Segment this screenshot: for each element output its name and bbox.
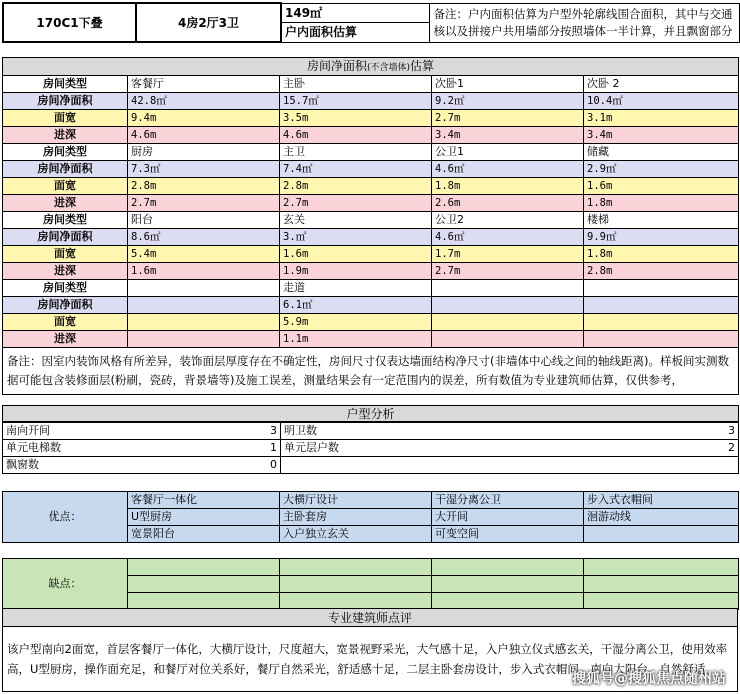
- room-width-cell: 2.8m: [280, 178, 432, 195]
- net-area-title-sub: (不含墙体): [366, 62, 411, 73]
- header-note: 备注：户内面积估算为户型外轮廓线围合面积，其中与交通核以及拼接户共用墙部分按照墙体一半计算，并且飘窗部分: [429, 3, 739, 42]
- pros-item: 宽景阳台: [128, 526, 280, 543]
- pros-row: [3, 492, 739, 509]
- room-depth-cell: [128, 331, 280, 348]
- room-width-cell: 3.5m: [280, 110, 432, 127]
- room-width-cell: [432, 314, 584, 331]
- pros-item: 入户独立玄关: [280, 526, 432, 543]
- watermark: 搜狐号@搜狐焦点随州站: [572, 671, 726, 687]
- analysis-right-cell: [281, 440, 739, 457]
- net-area-row-room-type: [3, 280, 739, 297]
- pros-item: 大开间: [432, 509, 584, 526]
- analysis-left-label: 南向开间: [6, 424, 50, 437]
- analysis-right-label: 明卫数: [284, 424, 317, 437]
- room-depth-cell: 2.6m: [432, 195, 584, 212]
- net-area-row-room-area: [3, 229, 739, 246]
- analysis-table: [2, 405, 739, 422]
- net-area-row-room-depth: [3, 127, 739, 144]
- room-area-cell: 7.4㎡: [280, 161, 432, 178]
- room-type-cell: 主卧: [280, 76, 432, 93]
- room-width-cell: 1.7m: [432, 246, 584, 263]
- room-depth-label: 进深: [3, 331, 128, 348]
- room-type-cell: 次卧 2: [584, 76, 739, 93]
- cons-cell: [432, 576, 584, 593]
- review-text: 该户型南向2面宽，首层客餐厅一体化，大横厅设计，尺度超大，宽景视野采光，大气感十足，入户独立仪式感玄关，干湿分离公卫，使用效率高，U型厨房，操作面充足，和餐厅对位关系好，餐厅自然采光，舒适感十足，二层主卧套房设计，步入式衣帽间，南向大阳台，自然舒适: [3, 627, 738, 692]
- room-width-label: 面宽: [3, 246, 128, 263]
- net-area-row-room-depth: [3, 263, 739, 280]
- net-area-row-room-area: [3, 297, 739, 314]
- cons-cell: [584, 559, 739, 576]
- net-area-row-room-width: [3, 314, 739, 331]
- unit-layout: 4房2厅3卫: [136, 3, 281, 42]
- net-area-row-room-area: [3, 161, 739, 178]
- area-value: 149㎡: [281, 3, 429, 23]
- room-type-label: 房间类型: [3, 76, 128, 93]
- analysis-left-label: 飘窗数: [6, 458, 39, 471]
- net-area-row-room-area: [3, 93, 739, 110]
- room-width-cell: [584, 314, 739, 331]
- room-depth-label: 进深: [3, 195, 128, 212]
- room-width-cell: 2.8m: [128, 178, 280, 195]
- analysis-row: [3, 440, 739, 457]
- room-area-cell: 15.7㎡: [280, 93, 432, 110]
- room-type-cell: 玄关: [280, 212, 432, 229]
- room-width-cell: [128, 314, 280, 331]
- room-depth-cell: 2.7m: [280, 195, 432, 212]
- room-area-cell: 2.9㎡: [584, 161, 739, 178]
- analysis-right-value: 3: [728, 424, 735, 437]
- room-area-cell: 9.9㎡: [584, 229, 739, 246]
- room-depth-cell: 3.4m: [584, 127, 739, 144]
- room-depth-label: 进深: [3, 263, 128, 280]
- room-area-cell: [584, 297, 739, 314]
- net-area-row-room-width: [3, 110, 739, 127]
- cons-cell: [128, 576, 280, 593]
- pros-item: 洄游动线: [584, 509, 739, 526]
- net-area-note: 备注：因室内装饰风格有所差异，装饰面层厚度存在不确定性，房间尺寸仅表达墙面结构净尺寸(非墙体中心线之间的轴线距离)。样板间实测数据可能包含装修面层(粉刷，瓷砖，背景墙等)及施工误差，测量结果会有一定范围内的误差，所有数值为专业建筑师估算，仅供参考，: [3, 348, 739, 395]
- room-width-cell: 1.6m: [584, 178, 739, 195]
- room-type-cell: 客餐厅: [128, 76, 280, 93]
- room-type-label: 房间类型: [3, 280, 128, 297]
- analysis-block: [2, 405, 738, 474]
- cons-cell: [584, 576, 739, 593]
- analysis-left-cell: [3, 440, 281, 457]
- room-area-cell: 6.1㎡: [280, 297, 432, 314]
- area-label: 户内面积估算: [281, 23, 429, 43]
- room-area-cell: 8.6㎡: [128, 229, 280, 246]
- cons-cell: [280, 593, 432, 610]
- pros-item: 大横厅设计: [280, 492, 432, 509]
- room-depth-cell: [432, 331, 584, 348]
- room-type-cell: 次卧1: [432, 76, 584, 93]
- room-type-cell: [584, 280, 739, 297]
- analysis-rows: [2, 422, 739, 474]
- room-width-label: 面宽: [3, 110, 128, 127]
- room-area-label: 房间净面积: [3, 297, 128, 314]
- analysis-right-cell: [281, 457, 739, 474]
- room-type-label: 房间类型: [3, 144, 128, 161]
- analysis-left-cell: [3, 457, 281, 474]
- analysis-left-value: 3: [270, 424, 277, 437]
- room-width-cell: 1.8m: [432, 178, 584, 195]
- pros-table: [2, 491, 739, 543]
- room-width-cell: 3.1m: [584, 110, 739, 127]
- room-type-cell: [432, 280, 584, 297]
- net-area-table: [2, 57, 739, 395]
- cons-cell: [128, 593, 280, 610]
- pros-item: 干湿分离公卫: [432, 492, 584, 509]
- analysis-left-label: 单元电梯数: [6, 441, 61, 454]
- cons-cell: [128, 559, 280, 576]
- analysis-left-value: 1: [270, 441, 277, 454]
- cons-cell: [584, 593, 739, 610]
- review-title: 专业建筑师点评: [3, 609, 738, 627]
- cons-cell: [280, 559, 432, 576]
- unit-name: 170C1下叠: [3, 3, 136, 42]
- analysis-row: [3, 457, 739, 474]
- pros-body: [3, 492, 739, 543]
- net-area-row-room-depth: [3, 331, 739, 348]
- room-depth-cell: 1.1m: [280, 331, 432, 348]
- room-width-cell: 5.9m: [280, 314, 432, 331]
- cons-cell: [432, 559, 584, 576]
- room-width-cell: 9.4m: [128, 110, 280, 127]
- room-depth-cell: 2.7m: [432, 263, 584, 280]
- room-depth-cell: 2.7m: [128, 195, 280, 212]
- cons-cell: [280, 576, 432, 593]
- cons-cell: [432, 593, 584, 610]
- room-type-cell: 厨房: [128, 144, 280, 161]
- net-area-row-room-type: [3, 144, 739, 161]
- room-width-cell: 1.6m: [280, 246, 432, 263]
- cons-table: [2, 558, 739, 610]
- room-type-cell: 公卫2: [432, 212, 584, 229]
- room-type-label: 房间类型: [3, 212, 128, 229]
- net-area-block: [2, 57, 738, 395]
- cons-block: [2, 558, 738, 610]
- net-area-title: [3, 58, 739, 76]
- cons-label: 缺点：: [3, 559, 128, 610]
- room-type-cell: 主卫: [280, 144, 432, 161]
- room-area-cell: [128, 297, 280, 314]
- header-block: [2, 2, 738, 43]
- header-table: [2, 2, 740, 43]
- room-depth-cell: 4.6m: [128, 127, 280, 144]
- pros-item: 可变空间: [432, 526, 584, 543]
- analysis-title: 户型分析: [3, 406, 739, 422]
- net-area-row-room-type: [3, 212, 739, 229]
- room-width-cell: 5.4m: [128, 246, 280, 263]
- pros-item: [584, 526, 739, 543]
- room-area-cell: 10.4㎡: [584, 93, 739, 110]
- room-width-label: 面宽: [3, 178, 128, 195]
- room-type-cell: 储藏: [584, 144, 739, 161]
- room-area-label: 房间净面积: [3, 161, 128, 178]
- room-depth-cell: 3.4m: [432, 127, 584, 144]
- room-type-cell: 阳台: [128, 212, 280, 229]
- net-area-row-room-depth: [3, 195, 739, 212]
- room-area-cell: [432, 297, 584, 314]
- pros-item: U型厨房: [128, 509, 280, 526]
- net-area-title-main: 房间净面积: [306, 58, 367, 73]
- room-width-cell: 2.7m: [432, 110, 584, 127]
- net-area-row-room-width: [3, 246, 739, 263]
- room-area-cell: 4.6㎡: [432, 229, 584, 246]
- analysis-left-cell: [3, 423, 281, 440]
- room-area-cell: 4.6㎡: [432, 161, 584, 178]
- room-type-cell: [128, 280, 280, 297]
- analysis-left-value: 0: [270, 458, 277, 471]
- room-area-label: 房间净面积: [3, 93, 128, 110]
- room-type-cell: 楼梯: [584, 212, 739, 229]
- room-depth-cell: 2.8m: [584, 263, 739, 280]
- analysis-body: [3, 423, 739, 474]
- room-type-cell: 公卫1: [432, 144, 584, 161]
- analysis-right-value: 2: [728, 441, 735, 454]
- room-depth-cell: 4.6m: [280, 127, 432, 144]
- net-area-body: [3, 76, 739, 348]
- room-area-cell: 42.8㎡: [128, 93, 280, 110]
- room-width-label: 面宽: [3, 314, 128, 331]
- room-area-cell: 7.3㎡: [128, 161, 280, 178]
- room-type-cell: 走道: [280, 280, 432, 297]
- room-depth-cell: 1.9m: [280, 263, 432, 280]
- net-area-row-room-width: [3, 178, 739, 195]
- room-area-cell: 3.㎡: [280, 229, 432, 246]
- room-area-cell: 9.2㎡: [432, 93, 584, 110]
- net-area-title-end: 估算: [410, 58, 435, 73]
- room-depth-label: 进深: [3, 127, 128, 144]
- pros-block: [2, 491, 738, 543]
- analysis-right-cell: [281, 423, 739, 440]
- room-depth-cell: 1.6m: [128, 263, 280, 280]
- pros-item: 客餐厅一体化: [128, 492, 280, 509]
- analysis-row: [3, 423, 739, 440]
- analysis-right-label: 单元层户数: [284, 441, 339, 454]
- net-area-row-room-type: [3, 76, 739, 93]
- room-area-label: 房间净面积: [3, 229, 128, 246]
- pros-label: 优点：: [3, 492, 128, 543]
- pros-item: 步入式衣帽间: [584, 492, 739, 509]
- room-depth-cell: 1.8m: [584, 195, 739, 212]
- room-depth-cell: [584, 331, 739, 348]
- pros-item: 主卧套房: [280, 509, 432, 526]
- room-width-cell: 1.8m: [584, 246, 739, 263]
